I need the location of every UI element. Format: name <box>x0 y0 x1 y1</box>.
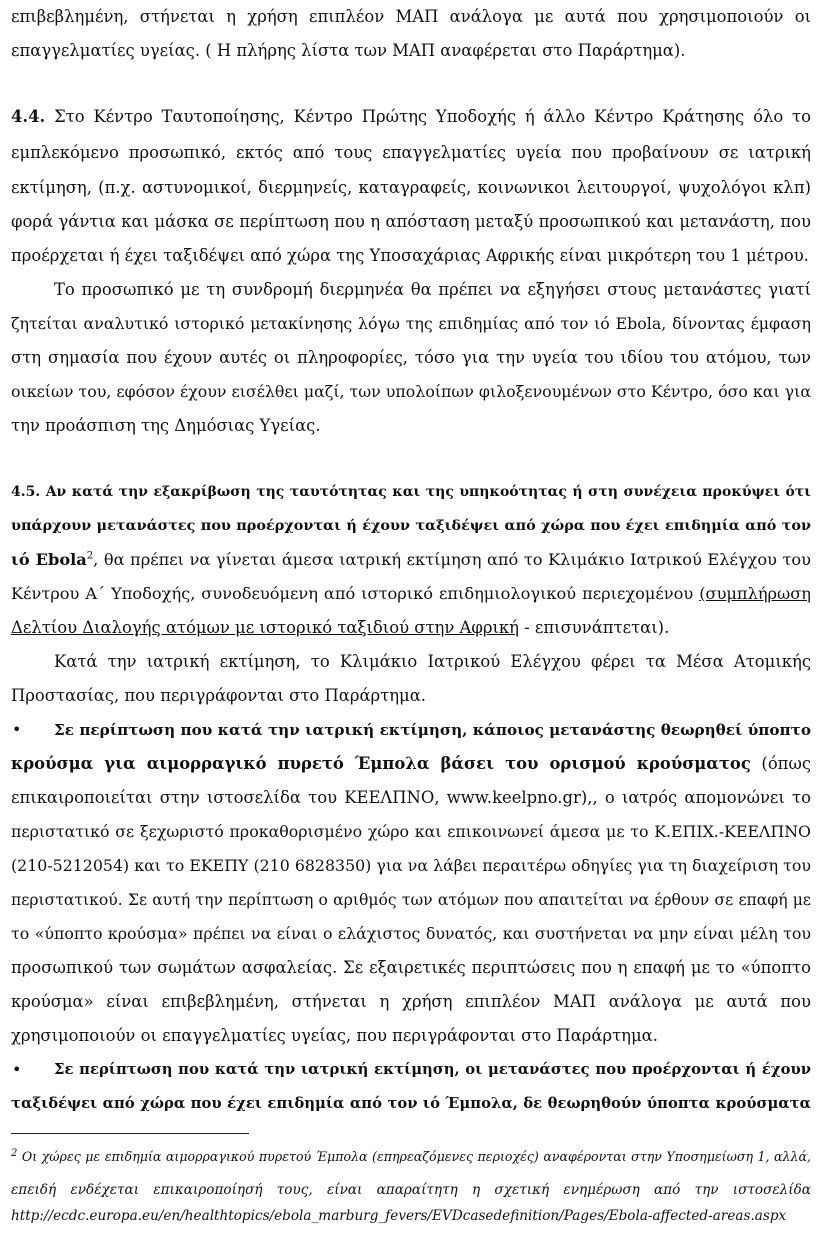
text-span: κρούσμα για αιμορραγικό πυρετό Έμπολα βάσει του ορισμού κρούσματος <box>11 754 751 773</box>
text-line: το «ύποπτο κρούσμα» πρέπει να είναι ο ελάχιστος δυνατός, και συστήνεται να μην είναι μέλη του <box>11 924 811 943</box>
text-line: προσωπικού των σωμάτων ασφαλείας. Σε εξαιρετικές περιπτώσεις που η επαφή με το «ύποπτο <box>11 958 811 977</box>
bullet-first-line: Σε περίπτωση που κατά την ιατρική εκτίμηση, οι μετανάστες που προέρχονται ή έχουν <box>54 1061 811 1078</box>
text-line: την προάσπιση της Δημόσιας Υγείας. <box>11 416 321 435</box>
footnote-ref: 2 <box>86 550 94 562</box>
text-line: κρούσμα» είναι επιβεβλημένη, στήνεται η χρήση επιπλέον ΜΑΠ ανάλογα με αυτά που <box>11 992 811 1011</box>
text-span: ιό Ebola <box>11 550 87 569</box>
footnote-divider <box>11 1133 249 1134</box>
text-line: στη σημασία που έχουν αυτές οι πληροφορίες, τόσο για την υγεία του ιδίου του ατόμου, των <box>11 348 811 367</box>
text-line: Το προσωπικό με τη συνδρομή διερμηνέα θα πρέπει να εξηγήσει στους μετανάστες γιατί <box>54 280 811 299</box>
text-span: Κέντρου Α΄ Υποδοχής, συνοδευόμενη από ιστορικό επιδημιολογικού περιεχομένου <box>11 584 700 603</box>
text-line: ταξιδέψει από χώρα που έχει επιδημία από τον ιό Έμπολα, δε θεωρηθούν ύποπτα κρούσματα <box>11 1095 811 1112</box>
text-span: (όπως <box>750 754 812 773</box>
text-line: ζητείται αναλυτικό ιστορικό μετακίνησης λόγω της επιδημίας από τον ιό Ebola, δίνοντας έμφαση <box>11 314 811 333</box>
text-line: Κατά την ιατρική εκτίμηση, το Κλιμάκιο Ιατρικού Ελέγχου φέρει τα Μέσα Ατομικής <box>54 652 811 671</box>
footnote-line <box>11 1147 811 1167</box>
text-line: Προστασίας, που περιγράφονται στο Παράρτημα. <box>11 686 426 705</box>
text-line: εκτίμηση, (π.χ. αστυνομικοί, διερμηνείς, καταγραφείς, κοινωνικοι λειτουργοί, ψυχολόγοι κλπ) <box>11 178 811 197</box>
text-line: (210-5212054) και το ΕΚΕΠΥ (210 6828350) για να λάβει περαιτέρω οδηγίες για τη διαχείριση του <box>11 856 811 875</box>
bullet-icon: • <box>12 720 22 739</box>
bullet-icon: • <box>12 1060 22 1079</box>
section-4-4-first-line <box>11 106 811 128</box>
text-line <box>11 549 811 571</box>
text-line: επαγγελματίες υγείας. ( Η πλήρης λίστα των ΜΑΠ αναφέρεται στο Παράρτημα). <box>11 41 686 60</box>
text-line <box>11 617 811 639</box>
text-line: προέρχεται ή έχει ταξιδέψει από χώρα της Υποσαχάριας Αφρικής είναι μικρότερη του 1 μέτρου. <box>11 246 809 265</box>
section-number: 4.4. <box>11 107 46 126</box>
text-line: επικαιροποιείται στην ιστοσελίδα του ΚΕΕΛΠΝΟ, www.keelpno.gr),, ο ιατρός απομονώνει το <box>11 788 811 807</box>
text-span: Στο Κέντρο Ταυτοποίησης, Κέντρο Πρώτης Υποδοχής ή άλλο Κέντρο Κράτησης όλο το <box>54 107 811 126</box>
footnote-number: 2 <box>11 1147 18 1159</box>
form-link[interactable]: Δελτίου Διαλογής ατόμων με ιστορικό ταξιδιού στην Αφρική <box>11 618 519 637</box>
bullet-first-line: Σε περίπτωση που κατά την ιατρική εκτίμηση, κάποιος μετανάστης θεωρηθεί ύποπτο <box>54 721 811 739</box>
text-line: φορά γάντια και μάσκα σε περίπτωση που η απόσταση μεταξύ προσωπικού και μετανάστη, που <box>11 212 811 231</box>
section-4-5-heading: 4.5. Αν κατά την εξακρίβωση της ταυτότητας και της υπηκοότητας ή στη συνέχεια προκύψει ότι <box>11 484 811 500</box>
text-line <box>11 583 811 605</box>
text-line: εμπλεκόμενο προσωπικό, εκτός από τους επαγγελματίες υγεία που προβαίνουν σε ιατρική <box>11 143 811 162</box>
footnote-line: επειδή ενδέχεται επικαιροποίησή τους, είναι απαραίτητη η σχετική ενημέρωση από την ιστοσελίδα <box>11 1182 811 1198</box>
text-span: , θα πρέπει να γίνεται άμεσα ιατρική εκτίμηση από το Κλιμάκιο Ιατρικού Ελέγχου του <box>93 550 812 569</box>
text-line: περιστατικό σε ξεχωριστό προκαθορισμένο χώρο και επικοινωνεί άμεσα με το Κ.ΕΠΙΧ.-ΚΕΕΛΠΝΟ <box>11 822 811 841</box>
text-line: περιστατικού. Σε αυτή την περίπτωση ο αριθμός των ατόμων που απαιτείται να έρθουν σε επαφή με <box>11 891 811 909</box>
text-span: Οι χώρες με επιδημία αιμορραγικού πυρετού Έμπολα (επηρεαζόμενες περιοχές) αναφέρονται στην Υποσημείωση 1, αλλά, <box>17 1149 811 1164</box>
text-line <box>11 753 811 775</box>
form-link[interactable]: (συμπλήρωση <box>699 584 811 603</box>
text-line: χρησιμοποιούν οι επαγγελματίες υγείας, που περιγράφονται στο Παράρτημα. <box>11 1026 658 1045</box>
footnote-url[interactable]: http://ecdc.europa.eu/en/healthtopics/ebola_marburg_fevers/EVDcasedefinition/Pages/Ebola-affected-areas.aspx <box>11 1208 787 1224</box>
text-line: υπάρχουν μετανάστες που προέρχονται ή έχουν ταξιδέψει από χώρα που έχει επιδημία από τον <box>11 517 811 534</box>
text-line: οικείων του, εφόσον έχουν εισέλθει μαζί, των υπολοίπων φιλοξενουμένων στο Κέντρο, όσο και για <box>11 382 811 401</box>
text-span: - επισυνάπτεται). <box>518 618 670 637</box>
text-line: επιβεβλημένη, στήνεται η χρήση επιπλέον ΜΑΠ ανάλογα με αυτά που χρησιμοποιούν οι <box>11 7 811 26</box>
